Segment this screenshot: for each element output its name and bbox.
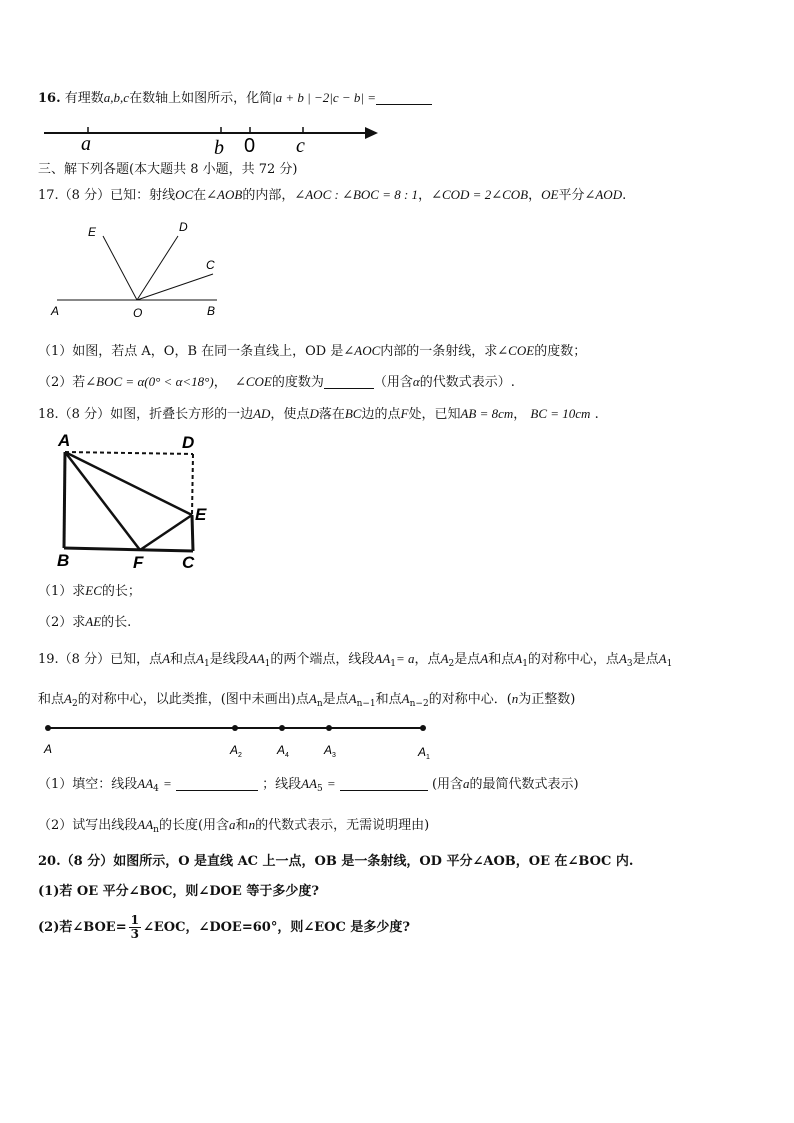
answer-blank [324,374,374,389]
answer-blank [176,776,258,791]
q17-text: 17.（8 分）已知：射线OC在∠AOB的内部，∠AOC : ∠BOC = 8 : 1，∠COD = 2∠COB，OE平分∠AOD. [38,187,627,203]
seg-a2-label: A [230,743,239,757]
q18-text: 18.（8 分）如图，折叠长方形的一边AD，使点D落在BC边的点F处，已知AB = 8cm， BC = 10cm . [38,406,599,422]
q19-line2: 和点$A_2$的对称中心，以此类推，(图中未画出)点$A_n$是点$A_{n-1}$和点$A_{n-2}$的对称中心．(n为正整数) [38,691,576,709]
q17-part1: （1）如图，若点 A，O，B 在同一条直线上，OD 是∠AOC内部的一条射线，求∠COE的度数； [38,343,587,359]
answer-blank [340,776,428,791]
point-e-label: E [88,225,97,239]
q20-part1: (1)若 OE 平分∠BOC，则∠DOE 等于多少度? [38,884,319,899]
rect-point-f-label: F [133,553,144,572]
seg-a1-label: A [418,745,427,759]
numberline-zero-label: 0 [244,135,256,157]
rectangle-figure [55,430,215,575]
point-c-label: C [206,258,215,272]
numberline-c-label: c [296,135,305,157]
numberline-b-label: b [214,137,224,159]
point-a-label: A [51,304,60,318]
rect-point-b-label: B [57,551,70,570]
point-b-label: B [207,304,216,318]
seg-a-label: A [44,742,53,756]
point-o-label: O [133,306,143,320]
rect-point-d-label: D [182,433,195,452]
answer-blank [376,90,432,105]
numberline-a-label: a [81,133,91,155]
svg-text:2: 2 [238,752,242,759]
point-d-label: D [179,220,188,234]
rect-point-c-label: C [182,553,195,572]
q17-part2: （2）若∠BOC = α(0° < α<18°)， ∠COE的度数为 （用含α的代数式表示）. [38,374,515,390]
q20-text: 20.（8 分）如图所示，O 是直线 AC 上一点，OB 是一条射线，OD 平分∠AOB，OE 在∠BOC 内. [38,854,634,869]
q19-line1: 19.（8 分）已知，点A和点$A_1$是线段$AA_1$的两个端点，线段$AA_1= a$，点$A_2$是点A和点$A_1$的对称中心，点$A_3$是点$A_1$ [38,651,673,669]
svg-text:3: 3 [332,752,336,759]
q19-part1: （1）填空：线段$AA_4$ = ；线段$AA_5$ = (用含a的最简代数式表示) [38,776,579,794]
q19-part2: （2）试写出线段$AA_n$的长度(用含a和n的代数式表示，无需说明理由) [38,817,430,835]
number-line [40,118,385,158]
q18-part1: （1）求EC的长； [38,583,141,599]
svg-text:1: 1 [426,754,430,761]
q18-part2: （2）求AE的长. [38,614,132,630]
rect-point-a-label: A [58,431,71,450]
q20-part2: (2)若∠BOE= $\frac{1}{3}$ ∠EOC，∠DOE=60°，则∠EOC 是多少度? [38,913,410,941]
angle-figure [45,218,235,323]
section-heading: 三、解下列各题(本大题共 8 小题，共 72 分) [38,162,298,177]
q16-text: 16. 有理数a,b,c在数轴上如图所示，化简|a + b | −2|c − b| = [38,89,432,108]
segment-figure [40,718,440,763]
fraction-one-third: $\frac{1}{3}$ [130,913,139,941]
seg-a3-label: A [324,743,333,757]
seg-a4-label: A [277,743,286,757]
svg-text:4: 4 [285,752,289,759]
rect-point-e-label: E [195,505,207,524]
